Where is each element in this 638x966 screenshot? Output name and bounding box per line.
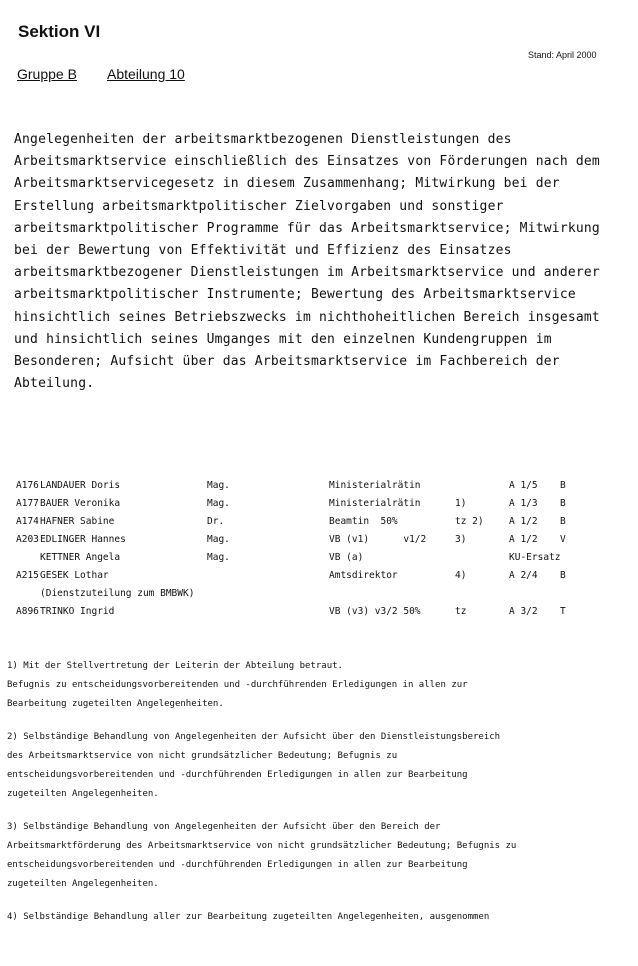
footnote-line: Befugnis zu entscheidungsvorbereitenden und -durchführenden Erledigungen in allen zur [7, 680, 468, 690]
staff-level: B [560, 516, 566, 527]
staff-code: A203 [16, 534, 39, 545]
footnote-line: entscheidungsvorbereitenden und -durchführenden Erledigungen in allen zur Bearbeitung [7, 770, 468, 780]
staff-grade: A 1/5 [509, 480, 538, 491]
description-line: Arbeitsmarktservicegesetz in diesem Zusammenhang; Mitwirkung bei der [14, 176, 560, 192]
staff-name: KETTNER Angela [40, 552, 121, 563]
description-line: Besonderen; Aufsicht über das Arbeitsmarktservice im Fachbereich der [14, 353, 560, 369]
staff-name: EDLINGER Hannes [40, 534, 126, 545]
staff-function: Amtsdirektor [329, 570, 398, 581]
staff-row [0, 531, 638, 549]
staff-academic-title: Dr. [207, 516, 225, 527]
description-line: Erstellung arbeitsmarktpolitischer Zielvorgaben und sonstiger [14, 198, 504, 214]
staff-code: A896 [16, 606, 39, 617]
description-line: arbeitsmarktpolitischer Programme für das Arbeitsmarktservice; Mitwirkung [14, 220, 600, 236]
group-heading: Gruppe B [17, 66, 77, 82]
footnote-line: 1) Mit der Stellvertretung der Leiterin der Abteilung betraut. [7, 661, 343, 671]
staff-level: B [560, 570, 566, 581]
description-line: Abteilung. [14, 376, 95, 392]
staff-note-ref: 1) [455, 498, 467, 509]
description-line: Arbeitsmarktservice einschließlich des Einsatzes von Förderungen nach dem [14, 154, 600, 170]
staff-academic-title: Mag. [207, 534, 230, 545]
staff-row [0, 477, 638, 495]
footnote-line: 4) Selbständige Behandlung aller zur Bearbeitung zugeteilten Angelegenheiten, ausgenommen [7, 912, 490, 922]
description-line: hinsichtlich seines Betriebszwecks im nichthoheitlichen Bereich insgesamt [14, 309, 600, 325]
footnote-line: zugeteilten Angelegenheiten. [7, 789, 159, 799]
staff-function: VB (a) [329, 552, 364, 563]
staff-code: A177 [16, 498, 39, 509]
staff-function: Beamtin 50% [329, 516, 398, 527]
description-line: arbeitsmarktbezogener Dienstleistungen im Arbeitsmarktservice und anderer [14, 265, 600, 281]
staff-academic-title: Mag. [207, 552, 230, 563]
staff-grade: KU-Ersatz [509, 552, 561, 563]
staff-note-ref: tz [455, 606, 467, 617]
staff-academic-title: Mag. [207, 480, 230, 491]
staff-note-ref: tz 2) [455, 516, 484, 527]
staff-row [0, 567, 638, 585]
staff-function: Ministerialrätin [329, 480, 421, 491]
description-line: arbeitsmarktpolitischer Instrumente; Bewertung des Arbeitsmarktservice [14, 287, 576, 303]
footnote-line: zugeteilten Angelegenheiten. [7, 879, 159, 889]
staff-name: LANDAUER Doris [40, 480, 121, 491]
staff-name: GESEK Lothar [40, 570, 109, 581]
section-title: Sektion VI [18, 22, 101, 41]
staff-code: A174 [16, 516, 39, 527]
footnotes [7, 657, 632, 927]
staff-grade: A 3/2 [509, 606, 538, 617]
staff-row [0, 549, 638, 567]
footnote-line: 2) Selbständige Behandlung von Angelegenheiten der Aufsicht über den Dienstleistungsbereich [7, 732, 501, 742]
staff-level: B [560, 498, 566, 509]
staff-row [0, 603, 638, 621]
staff-name: TRINKO Ingrid [40, 606, 115, 617]
description-line: und hinsichtlich seines Umganges mit den einzelnen Kundengruppen im [14, 331, 552, 347]
footnote-line: 3) Selbständige Behandlung von Angelegenheiten der Aufsicht über den Bereich der [7, 822, 441, 832]
footnote-line: entscheidungsvorbereitenden und -durchführenden Erledigungen in allen zur Bearbeitung [7, 860, 468, 870]
staff-name: (Dienstzuteilung zum BMBWK) [40, 588, 195, 599]
staff-note-ref: 3) [455, 534, 467, 545]
staff-function: VB (v3) v3/2 50% [329, 606, 421, 617]
staff-academic-title: Mag. [207, 498, 230, 509]
staff-code: A176 [16, 480, 39, 491]
staff-level: V [560, 534, 566, 545]
description-line: Angelegenheiten der arbeitsmarktbezogenen Dienstleistungen des [14, 132, 512, 147]
stand-date: Stand: April 2000 [528, 50, 597, 60]
footnote-line: Bearbeitung zugeteilten Angelegenheiten. [7, 699, 224, 709]
staff-name: HAFNER Sabine [40, 516, 115, 527]
staff-function: VB (v1) v1/2 [329, 534, 427, 545]
staff-name: BAUER Veronika [40, 498, 121, 509]
staff-level: T [560, 606, 566, 617]
footnote-line: Arbeitsmarktförderung des Arbeitsmarktservice von nicht grundsätzlicher Bedeutung; Befugnis zu [7, 841, 517, 851]
staff-row [0, 495, 638, 513]
department-heading: Abteilung 10 [107, 66, 185, 82]
footnote-line: des Arbeitsmarktservice von nicht grundsätzlicher Bedeutung; Befugnis zu [7, 751, 398, 761]
department-description [14, 129, 626, 395]
staff-grade: A 1/2 [509, 516, 538, 527]
staff-row [0, 585, 638, 603]
staff-row [0, 513, 638, 531]
staff-grade: A 1/2 [509, 534, 538, 545]
staff-code: A215 [16, 570, 39, 581]
staff-table [0, 477, 638, 621]
staff-grade: A 1/3 [509, 498, 538, 509]
description-line: bei der Bewertung von Effektivität und Effizienz des Einsatzes [14, 242, 512, 258]
staff-function: Ministerialrätin [329, 498, 421, 509]
staff-grade: A 2/4 [509, 570, 538, 581]
staff-note-ref: 4) [455, 570, 467, 581]
staff-level: B [560, 480, 566, 491]
